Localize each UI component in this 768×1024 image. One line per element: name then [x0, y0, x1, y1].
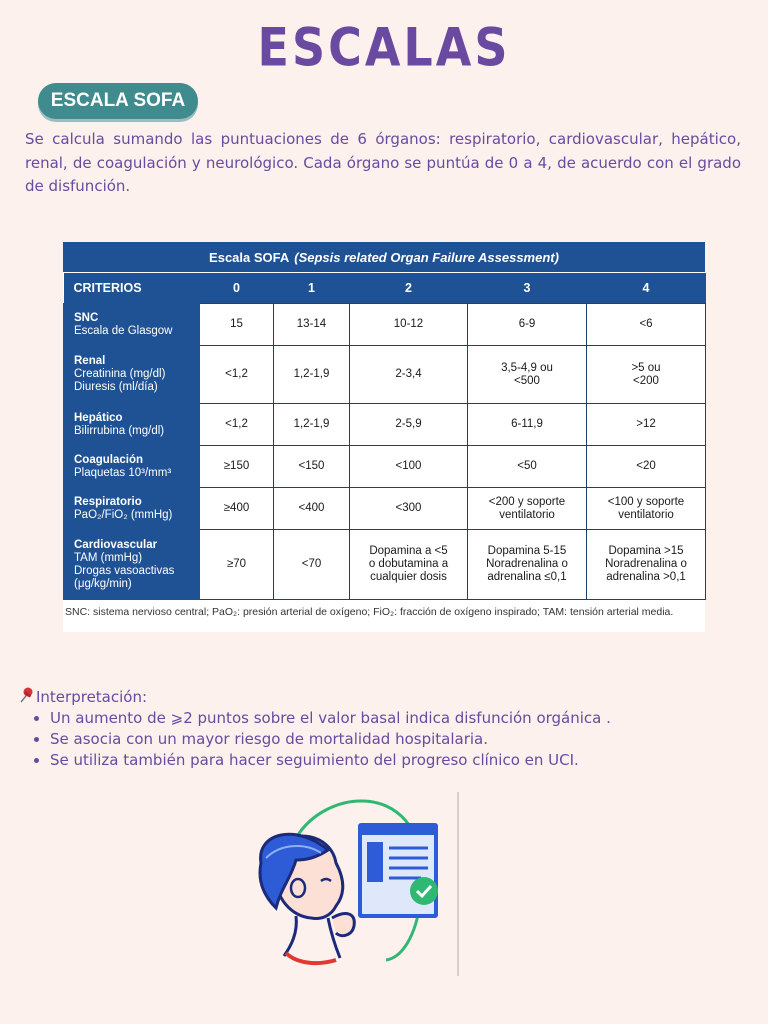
criterion-title: Hepático: [74, 411, 123, 424]
criterion-title: SNC: [74, 311, 99, 324]
table-cell: <100: [350, 446, 468, 488]
row-criterion: [64, 404, 200, 446]
table-cell: 1,2-1,9: [274, 346, 350, 404]
header-score-3: 3: [468, 273, 587, 304]
criterion-title: Cardiovascular: [74, 538, 158, 551]
criterion-title: Respiratorio: [74, 495, 142, 508]
criterion-title: Coagulación: [74, 453, 144, 466]
table-cell: >5 ou <200: [587, 346, 706, 404]
header-score-1: 1: [274, 273, 350, 304]
sofa-title-italic: (Sepsis related Organ Failure Assessment): [294, 249, 559, 265]
table-cell: Dopamina 5-15 Noradrenalina o adrenalina ≤0,1: [468, 530, 587, 600]
table-row: [64, 446, 706, 488]
interpretation-list: [20, 708, 740, 771]
table-cell: <1,2: [200, 404, 274, 446]
table-row: [64, 346, 706, 404]
table-row: [64, 488, 706, 530]
table-row: [64, 530, 706, 600]
table-cell: 15: [200, 304, 274, 346]
row-criterion: [64, 346, 200, 404]
table-footnote: SNC: sistema nervioso central; PaO₂: presión arterial de oxígeno; FiO₂: fracción de oxígeno inspirado; TAM: tensión arterial media.: [65, 606, 674, 618]
table-cell: 13-14: [274, 304, 350, 346]
page-title: ESCALAS: [257, 15, 511, 79]
sofa-title-main: Escala SOFA: [209, 249, 290, 265]
list-item: • Se utiliza también para hacer seguimiento del progreso clínico en UCI.: [50, 750, 740, 771]
pushpin-icon: [20, 687, 34, 707]
table-cell: 2-5,9: [350, 404, 468, 446]
interpretation-heading: Interpretación:: [36, 688, 148, 706]
table-cell: <70: [274, 530, 350, 600]
criterion-subtitle: PaO₂/FiO₂ (mmHg): [74, 508, 173, 521]
table-cell: <300: [350, 488, 468, 530]
intro-paragraph: Se calcula sumando las puntuaciones de 6 órganos: respiratorio, cardiovascular, hepático, renal, de coagulación y neurológico. Cada órgano se puntúa de 0 a 4, de acuerdo con el grado de disfunción.: [25, 130, 741, 195]
table-cell: 6-11,9: [468, 404, 587, 446]
table-cell: <150: [274, 446, 350, 488]
criterion-subtitle: Bilirrubina (mg/dl): [74, 424, 165, 437]
criterion-title: Renal: [74, 355, 106, 367]
list-item: • Se asocia con un mayor riesgo de mortalidad hospitalaria.: [50, 729, 740, 750]
sofa-table-figure: [63, 242, 705, 632]
section-badge: ESCALA SOFA: [38, 83, 198, 119]
table-row: [64, 304, 706, 346]
row-criterion: [64, 530, 200, 600]
table-cell: Dopamina a <5 o dobutamina a cualquier dosis: [350, 530, 468, 600]
table-cell: 6-9: [468, 304, 587, 346]
header-criterios: CRITERIOS: [64, 273, 200, 304]
sofa-table-title: [63, 242, 705, 273]
table-cell: 3,5-4,9 ou <500: [468, 346, 587, 404]
header-score-4: 4: [587, 273, 706, 304]
table-cell: <200 y soporte ventilatorio: [468, 488, 587, 530]
list-item: • Un aumento de ⩾2 puntos sobre el valor basal indica disfunción orgánica .: [50, 708, 740, 729]
criterion-subtitle: Creatinina (mg/dl) Diuresis (ml/día): [74, 368, 166, 393]
interpretation-heading-row: [20, 686, 740, 708]
table-cell: ≥70: [200, 530, 274, 600]
table-cell: ≥150: [200, 446, 274, 488]
table-cell: 10-12: [350, 304, 468, 346]
table-cell: Dopamina >15 Noradrenalina o adrenalina >0,1: [587, 530, 706, 600]
table-cell: <400: [274, 488, 350, 530]
criterion-subtitle: Escala de Glasgow: [74, 324, 173, 337]
header-score-2: 2: [350, 273, 468, 304]
criterion-subtitle: TAM (mmHg) Drogas vasoactivas (μg/kg/min): [74, 551, 175, 590]
criterion-subtitle: Plaquetas 10³/mm³: [74, 466, 172, 479]
table-cell: <100 y soporte ventilatorio: [587, 488, 706, 530]
table-row: [64, 404, 706, 446]
table-cell: <20: [587, 446, 706, 488]
sofa-table: [63, 273, 706, 600]
table-cell: <1,2: [200, 346, 274, 404]
table-cell: 1,2-1,9: [274, 404, 350, 446]
table-cell: >12: [587, 404, 706, 446]
table-cell: <50: [468, 446, 587, 488]
row-criterion: [64, 446, 200, 488]
table-header-row: [64, 273, 706, 304]
header-score-0: 0: [200, 273, 274, 304]
row-criterion: [64, 488, 200, 530]
table-cell: <6: [587, 304, 706, 346]
table-cell: 2-3,4: [350, 346, 468, 404]
row-criterion: [64, 304, 200, 346]
person-checklist-illustration: [236, 788, 476, 983]
table-cell: ≥400: [200, 488, 274, 530]
interpretation-section: [20, 686, 740, 771]
